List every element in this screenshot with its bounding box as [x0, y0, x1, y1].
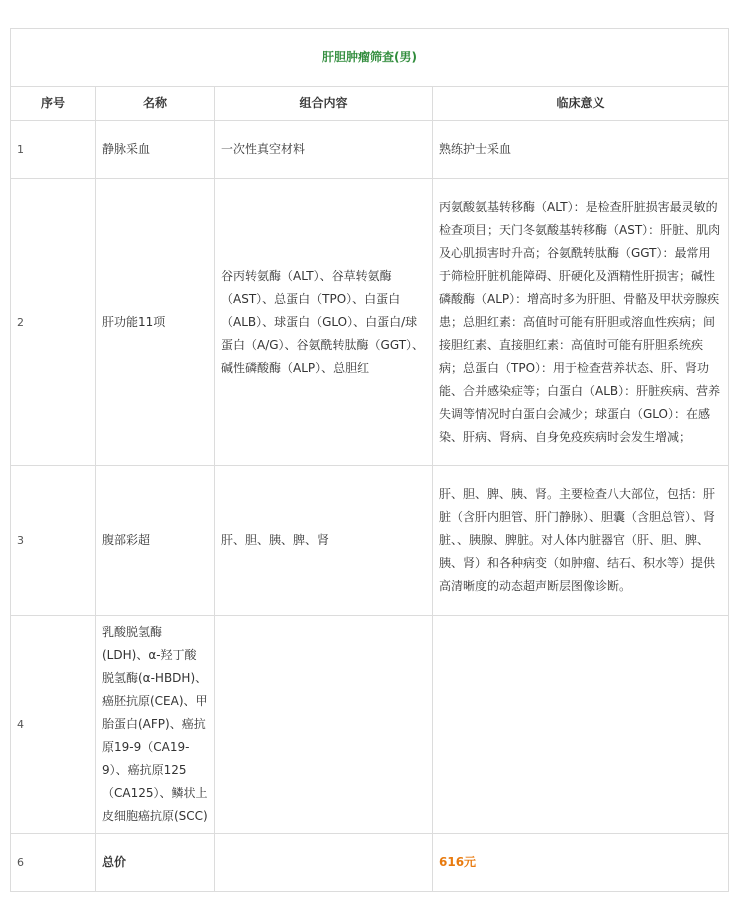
row-name: 静脉采血 — [96, 121, 215, 179]
row-index: 4 — [11, 616, 96, 834]
row-content: 谷丙转氨酶（ALT）、谷草转氨酶（AST）、总蛋白（TPO）、白蛋白（ALB）、球蛋白（GLO）、白蛋白/球蛋白（A/G）、谷氨酰转肽酶（GGT）、碱性磷酸酶（ALP）、总胆红 — [215, 179, 433, 466]
table-row — [11, 121, 729, 179]
row-name: 乳酸脱氢酶(LDH)、α-羟丁酸脱氢酶(α-HBDH)、癌胚抗原(CEA)、甲胎蛋白(AFP)、癌抗原19-9（CA19-9）、癌抗原125（CA125）、鳞状上皮细胞癌抗原(SCC) — [96, 616, 215, 834]
total-price: 616元 — [433, 834, 729, 892]
header-meaning: 临床意义 — [433, 87, 729, 121]
header-content: 组合内容 — [215, 87, 433, 121]
row-index: 3 — [11, 466, 96, 616]
row-index: 1 — [11, 121, 96, 179]
row-index: 6 — [11, 834, 96, 892]
row-meaning: 肝、胆、脾、胰、肾。主要检查八大部位，包括：肝脏（含肝内胆管、肝门静脉）、胆囊（含胆总管）、肾脏、、胰腺、脾脏。对人体内脏器官（肝、胆、脾、胰、肾）和各种病变（如肿瘤、结石、积水等）提供高清晰度的动态超声断层图像诊断。 — [433, 466, 729, 616]
table-row — [11, 466, 729, 616]
table-row — [11, 179, 729, 466]
row-index: 2 — [11, 179, 96, 466]
total-row — [11, 834, 729, 892]
row-name: 腹部彩超 — [96, 466, 215, 616]
row-content — [215, 616, 433, 834]
row-content: 一次性真空材料 — [215, 121, 433, 179]
table-header-row — [11, 87, 729, 121]
row-meaning: 熟练护士采血 — [433, 121, 729, 179]
row-name: 肝功能11项 — [96, 179, 215, 466]
row-meaning — [433, 616, 729, 834]
header-index: 序号 — [11, 87, 96, 121]
table-row — [11, 616, 729, 834]
table-title-row — [11, 29, 729, 87]
package-table — [10, 28, 729, 892]
table-title: 肝胆肿瘤筛查(男) — [11, 29, 729, 87]
package-table-wrapper — [10, 28, 728, 892]
row-content: 肝、胆、胰、脾、肾 — [215, 466, 433, 616]
row-content — [215, 834, 433, 892]
header-name: 名称 — [96, 87, 215, 121]
row-meaning: 丙氨酸氨基转移酶（ALT）：是检查肝脏损害最灵敏的检查项目；天门冬氨酸基转移酶（AST）：肝脏、肌肉及心肌损害时升高；谷氨酰转肽酶（GGT）：最常用于筛检肝脏机能障碍、肝硬化及酒精性肝损害；碱性磷酸酶（ALP）：增高时多为肝胆、骨骼及甲状旁腺疾患；总胆红素：高值时可能有肝胆或溶血性疾病；间接胆红素、直接胆红素：高值时可能有肝胆系统疾病；总蛋白（TPO）：用于检查营养状态、肝、肾功能、合并感染症等；白蛋白（ALB）：肝脏疾病、营养失调等情况时白蛋白会减少；球蛋白（GLO）：在感染、肝病、肾病、自身免疫疾病时会发生增减； — [433, 179, 729, 466]
total-label: 总价 — [96, 834, 215, 892]
